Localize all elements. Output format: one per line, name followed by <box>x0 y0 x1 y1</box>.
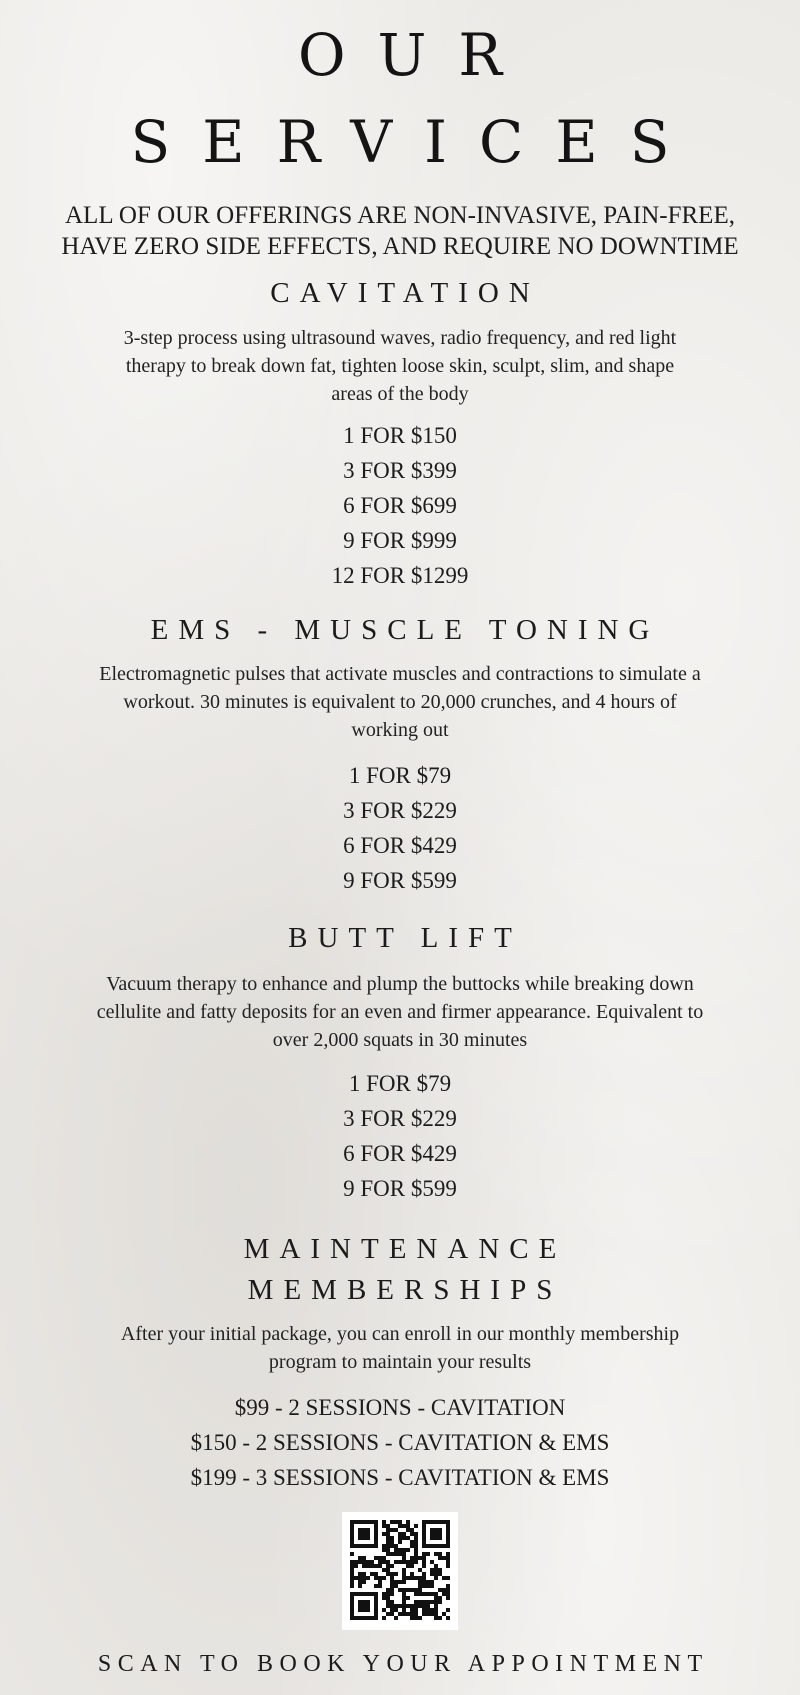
price-item: 1 FOR $79 <box>348 1071 452 1096</box>
price-list <box>0 1066 800 1206</box>
price-item: 9 FOR $999 <box>343 528 457 553</box>
description-line: Electromagnetic pulses that activate muscles and contractions to simulate a <box>99 663 701 685</box>
qr-code-graphic <box>342 1512 458 1630</box>
memberships-description <box>20 1320 780 1376</box>
price-item: 6 FOR $429 <box>343 1141 457 1166</box>
price-item: 1 FOR $79 <box>348 763 452 788</box>
membership-plan: $150 - 2 SESSIONS - CAVITATION & EMS <box>190 1430 610 1455</box>
description-line: Vacuum therapy to enhance and plump the buttocks while breaking down <box>106 973 694 995</box>
description-line: areas of the body <box>331 383 469 405</box>
memberships-heading-line-2: MEMBERSHIPS <box>247 1274 563 1306</box>
price-item: 3 FOR $229 <box>343 1106 457 1131</box>
service-description <box>20 660 780 744</box>
service-heading: CAVITATION <box>270 277 540 309</box>
intro-line-1: ALL OF OUR OFFERINGS ARE NON-INVASIVE, PAIN-FREE, <box>65 202 735 229</box>
description-line: cellulite and fatty deposits for an even and firmer appearance. Equivalent to <box>96 1001 704 1023</box>
price-list <box>0 758 800 898</box>
description-line: working out <box>351 719 449 741</box>
price-item: 12 FOR $1299 <box>331 563 469 588</box>
membership-plan: $199 - 3 SESSIONS - CAVITATION & EMS <box>190 1465 610 1490</box>
price-item: 1 FOR $150 <box>343 423 457 448</box>
memberships-heading-line-1: MAINTENANCE <box>243 1233 567 1265</box>
description-line: program to maintain your results <box>268 1351 532 1373</box>
description-line: workout. 30 minutes is equivalent to 20,000 crunches, and 4 hours of <box>123 691 677 713</box>
page-title-services: SERVICES <box>130 108 702 176</box>
price-item: 3 FOR $229 <box>343 798 457 823</box>
service-description <box>20 970 780 1054</box>
price-list <box>0 418 800 593</box>
membership-plan: $99 - 2 SESSIONS - CAVITATION <box>234 1395 566 1420</box>
price-item: 6 FOR $699 <box>343 493 457 518</box>
description-line: therapy to break down fat, tighten loose skin, sculpt, slim, and shape <box>125 355 675 377</box>
service-heading: BUTT LIFT <box>288 922 522 954</box>
qr-code-icon[interactable] <box>342 1512 458 1630</box>
price-item: 9 FOR $599 <box>343 1176 457 1201</box>
membership-plan-list <box>0 1390 800 1495</box>
page-title-our: OUR <box>297 21 535 89</box>
description-line: After your initial package, you can enroll in our monthly membership <box>120 1323 680 1345</box>
description-line: 3-step process using ultrasound waves, radio frequency, and red light <box>123 327 677 349</box>
service-heading: EMS - MUSCLE TONING <box>150 614 660 646</box>
price-item: 3 FOR $399 <box>343 458 457 483</box>
service-description <box>20 324 780 408</box>
description-line: over 2,000 squats in 30 minutes <box>272 1029 528 1051</box>
price-item: 9 FOR $599 <box>343 868 457 893</box>
price-item: 6 FOR $429 <box>343 833 457 858</box>
footer-cta: SCAN TO BOOK YOUR APPOINTMENT <box>97 1651 709 1677</box>
intro-line-2: HAVE ZERO SIDE EFFECTS, AND REQUIRE NO DOWNTIME <box>61 233 739 260</box>
